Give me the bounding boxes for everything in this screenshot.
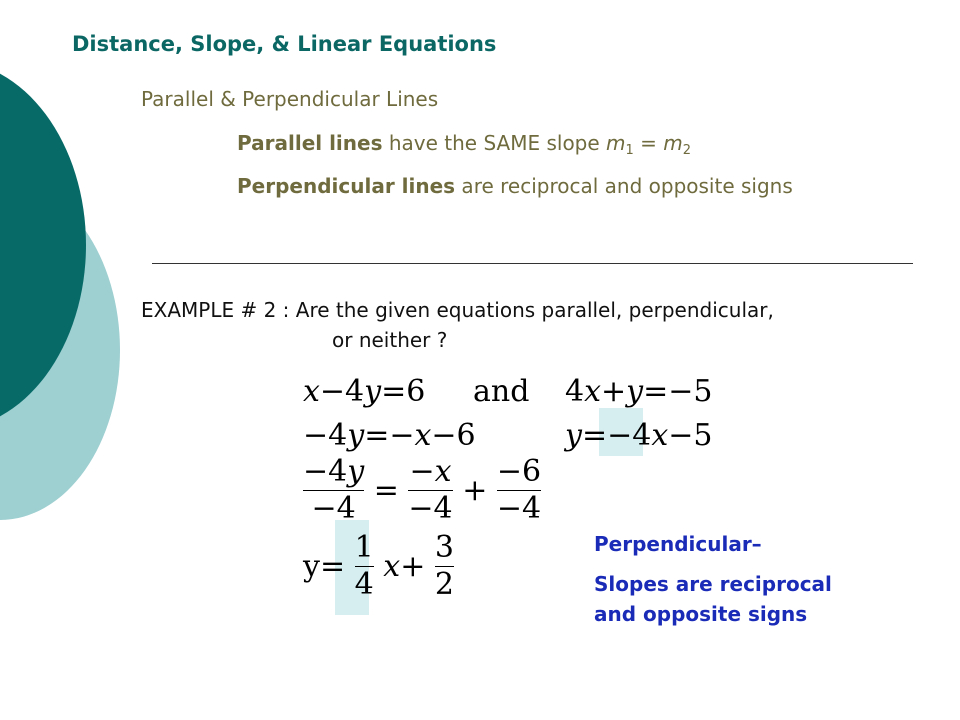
equation-1-slope-form: y= $\frac{1}{4}$ x+ $\frac{3}{2}$ — [303, 530, 454, 602]
equation-1-step-1: −4y=−x−6 — [303, 418, 476, 453]
answer-line-2: and opposite signs — [594, 602, 808, 626]
example-prompt-line2: or neither ? — [332, 328, 448, 352]
and-word: and — [473, 374, 530, 409]
answer-title: Perpendicular– — [594, 532, 762, 556]
slope-sub-1: 1 — [625, 143, 634, 158]
fraction-left: $\frac{-4y}{-4}$ — [303, 454, 365, 526]
parallel-rule — [237, 131, 691, 158]
perpendicular-lines-term: Perpendicular lines — [237, 174, 456, 198]
slope-sub-2: 2 — [682, 143, 692, 158]
answer-line-1: Slopes are reciprocal — [594, 572, 832, 596]
example-prompt-line1: EXAMPLE # 2 : Are the given equations parallel, perpendicular, — [141, 298, 774, 322]
perpendicular-rule — [237, 174, 793, 198]
perpendicular-rule-text: are reciprocal and opposite signs — [455, 174, 793, 198]
section-divider — [152, 263, 913, 264]
equation-2-slope-form: y=−4x−5 — [565, 418, 713, 453]
intercept-fraction: $\frac{3}{2}$ — [434, 530, 454, 602]
fraction-mid: $\frac{-x}{-4}$ — [408, 454, 453, 526]
equals-sign: = — [633, 131, 664, 155]
slide-title: Distance, Slope, & Linear Equations — [72, 32, 497, 56]
fraction-right: $\frac{-6}{-4}$ — [496, 454, 542, 526]
slope-fraction: $\frac{1}{4}$ — [354, 530, 374, 602]
slope-m2: m — [663, 131, 683, 155]
equation-1-step-2: $\frac{-4y}{-4}$ = $\frac{-x}{-4}$ + $\frac{-6}{-4}$ — [303, 454, 542, 526]
parallel-lines-term: Parallel lines — [237, 131, 383, 155]
parallel-rule-text: have the SAME slope — [382, 131, 607, 155]
slide-subtitle: Parallel & Perpendicular Lines — [141, 87, 439, 111]
equation-2: 4x+y=−5 — [565, 374, 713, 409]
slope-m1: m — [606, 131, 626, 155]
equation-1: x−4y=6 — [303, 374, 426, 409]
